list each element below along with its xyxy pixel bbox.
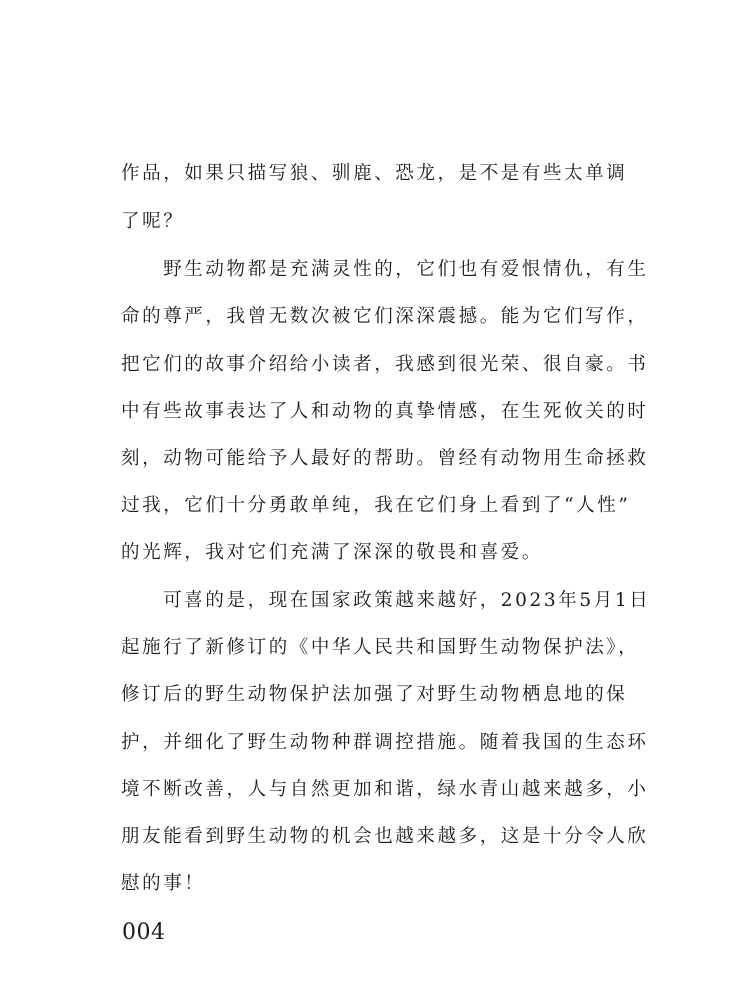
- paragraph-2-line-1: 野生动物都是充满灵性的，它们也有爱恨情仇，有生: [121, 259, 649, 280]
- paragraph-3-line-4: 护，并细化了野生动物种群调控措施。随着我国的生态环: [121, 732, 649, 753]
- paragraph-3-line-6: 朋友能看到野生动物的机会也越来越多，这是十分令人欣: [121, 826, 649, 847]
- paragraph-2-line-4: 中有些故事表达了人和动物的真挚情感，在生死攸关的时: [121, 401, 649, 422]
- paragraph-3-line-1: 可喜的是，现在国家政策越来越好，2023年5月1日: [121, 590, 651, 611]
- paragraph-2-line-6: 过我，它们十分勇敢单纯，我在它们身上看到了“人性”: [121, 495, 631, 516]
- paragraph-3-line-2: 起施行了新修订的《中华人民共和国野生动物保护法》，: [121, 637, 640, 658]
- paragraph-1-line-1: 作品，如果只描写狼、驯鹿、恐龙，是不是有些太单调: [121, 163, 628, 184]
- paragraph-3-line-7: 慰的事！: [121, 873, 206, 894]
- page-number: 004: [122, 920, 166, 945]
- paragraph-1-line-2: 了呢？: [121, 211, 185, 232]
- paragraph-2-line-7: 的光辉，我对它们充满了深深的敬畏和喜爱。: [121, 542, 544, 563]
- paragraph-2-line-3: 把它们的故事介绍给小读者，我感到很光荣、很自豪。书: [121, 354, 649, 375]
- paragraph-2-line-5: 刻，动物可能给予人最好的帮助。曾经有动物用生命拯救: [121, 448, 649, 469]
- paragraph-2-line-2: 命的尊严，我曾无数次被它们深深震撼。能为它们写作，: [121, 306, 649, 327]
- paragraph-3-line-5: 境不断改善，人与自然更加和谐，绿水青山越来越多，小: [121, 779, 649, 800]
- paragraph-3-line-3: 修订后的野生动物保护法加强了对野生动物栖息地的保: [121, 684, 628, 705]
